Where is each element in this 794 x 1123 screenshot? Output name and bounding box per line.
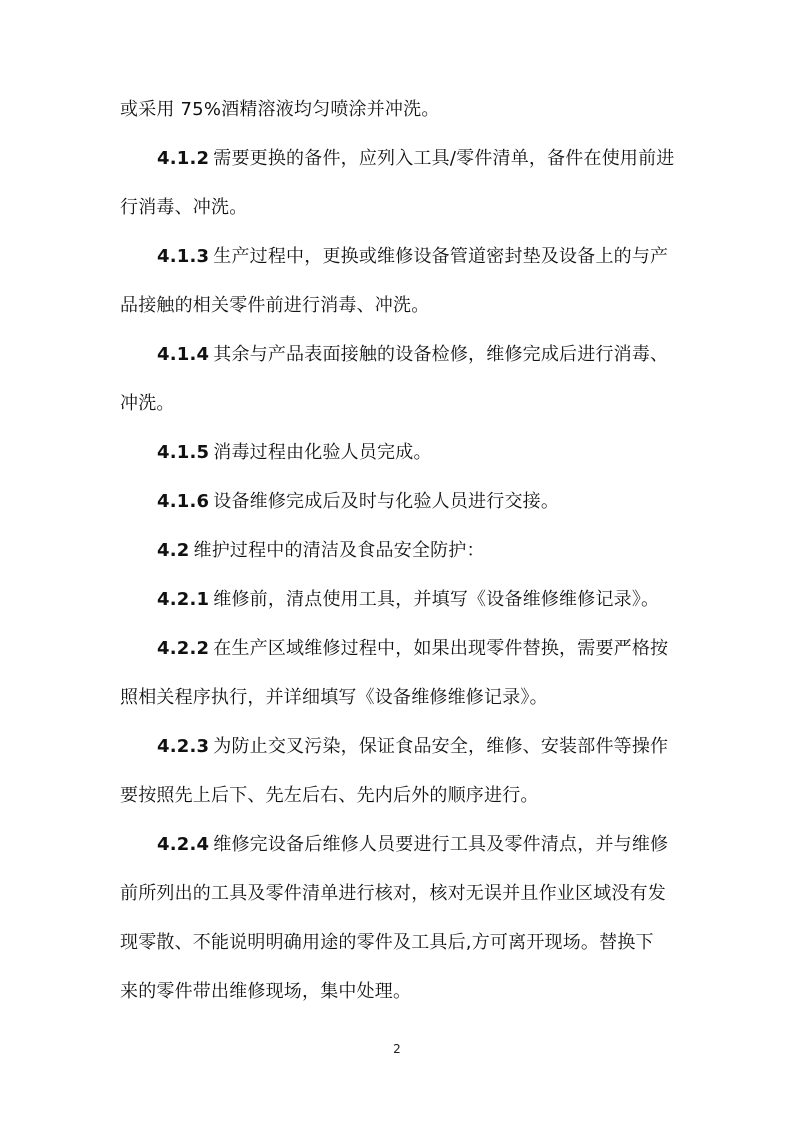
section-4-2-heading bbox=[157, 539, 680, 563]
line-text: 冲洗。 bbox=[120, 393, 175, 414]
text-line bbox=[120, 294, 680, 318]
line-text: 设备维修完成后及时与化验人员进行交接。 bbox=[213, 491, 560, 512]
clause-number: 4.1.6 bbox=[157, 491, 210, 512]
line-text: 前所列出的工具及零件清单进行核对，核对无误并且作业区域没有发 bbox=[120, 883, 666, 904]
clause-4-2-1 bbox=[157, 588, 680, 612]
clause-4-2-2 bbox=[157, 637, 680, 661]
clause-number: 4.1.4 bbox=[157, 344, 210, 365]
line-text: 维修完设备后维修人员要进行工具及零件清点，并与维修 bbox=[213, 834, 669, 855]
clause-4-2-4 bbox=[157, 833, 680, 857]
text-line bbox=[120, 392, 680, 416]
clause-number: 4.1.5 bbox=[157, 442, 210, 463]
clause-number: 4.2 bbox=[157, 540, 190, 561]
text-line bbox=[120, 882, 680, 906]
line-text: 生产过程中，更换或维修设备管道密封垫及设备上的与产 bbox=[213, 246, 669, 267]
text-line bbox=[120, 980, 680, 1004]
line-text: 要按照先上后下、先左后右、先内后外的顺序进行。 bbox=[120, 785, 539, 806]
line-text: 现零散、不能说明明确用途的零件及工具后,方可离开现场。替换下 bbox=[120, 932, 654, 953]
line-text: 维护过程中的清洁及食品安全防护： bbox=[193, 540, 485, 561]
clause-4-1-5 bbox=[157, 441, 680, 465]
line-text: 或采用 75%酒精溶液均匀喷涂并冲洗。 bbox=[120, 99, 440, 120]
line-text: 品接触的相关零件前进行消毒、冲洗。 bbox=[120, 295, 430, 316]
text-line bbox=[120, 98, 680, 122]
line-text: 需要更换的备件，应列入工具/零件清单，备件在使用前进 bbox=[213, 148, 675, 169]
clause-number: 4.1.2 bbox=[157, 148, 210, 169]
line-text: 消毒过程由化验人员完成。 bbox=[213, 442, 432, 463]
clause-number: 4.1.3 bbox=[157, 246, 210, 267]
clause-4-1-2 bbox=[157, 147, 680, 171]
text-line bbox=[120, 784, 680, 808]
line-text: 为防止交叉污染，保证食品安全，维修、安装部件等操作 bbox=[213, 736, 669, 757]
line-text: 其余与产品表面接触的设备检修，维修完成后进行消毒、 bbox=[213, 344, 669, 365]
clause-4-1-4 bbox=[157, 343, 680, 367]
clause-number: 4.2.2 bbox=[157, 638, 210, 659]
text-line bbox=[120, 196, 680, 220]
page-number: 2 bbox=[393, 1042, 401, 1056]
line-text: 维修前，清点使用工具，并填写《设备维修维修记录》。 bbox=[213, 589, 660, 610]
clause-4-1-3 bbox=[157, 245, 680, 269]
clause-4-1-6 bbox=[157, 490, 680, 514]
text-line bbox=[120, 931, 680, 955]
line-text: 照相关程序执行，并详细填写《设备维修维修记录》。 bbox=[120, 687, 548, 708]
text-line bbox=[120, 686, 680, 710]
clause-number: 4.2.3 bbox=[157, 736, 210, 757]
line-text: 在生产区域维修过程中，如果出现零件替换，需要严格按 bbox=[213, 638, 669, 659]
line-text: 来的零件带出维修现场，集中处理。 bbox=[120, 981, 412, 1002]
clause-number: 4.2.1 bbox=[157, 589, 210, 610]
clause-number: 4.2.4 bbox=[157, 834, 210, 855]
line-text: 行消毒、冲洗。 bbox=[120, 197, 248, 218]
clause-4-2-3 bbox=[157, 735, 680, 759]
